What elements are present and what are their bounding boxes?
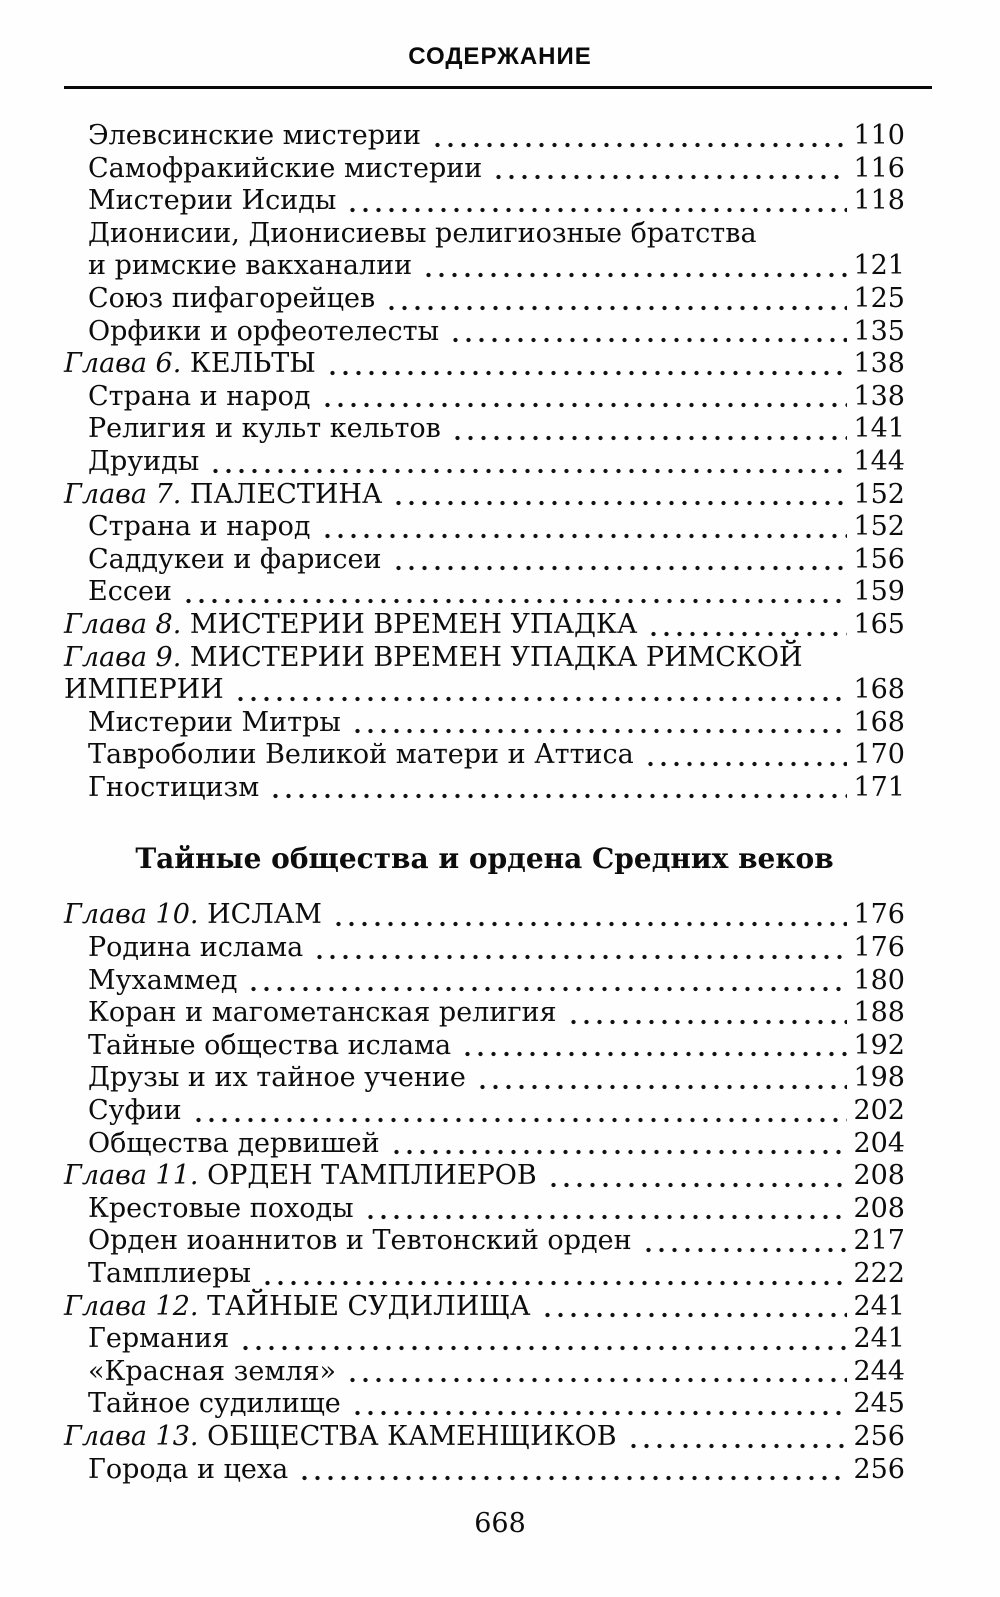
- chapter-prefix: Глава 11.: [64, 1160, 199, 1192]
- toc-entry-title: Глава 12. ТАЙНЫЕ СУДИЛИЩА: [64, 1290, 531, 1322]
- toc-entry-page-number: 222: [853, 1258, 905, 1289]
- toc-entry-page-number: 168: [853, 706, 905, 738]
- dot-leader: [321, 402, 848, 408]
- toc-entry: [64, 348, 905, 381]
- dot-leader: [247, 986, 847, 992]
- toc-entry-title: Крестовые походы: [88, 1192, 354, 1224]
- toc-entry-page-number: 125: [853, 282, 905, 314]
- toc-entry: [64, 446, 905, 479]
- toc-entry: [64, 1095, 905, 1128]
- toc-entry-page-number: 204: [853, 1127, 905, 1159]
- toc-entry-title: Глава 8. МИСТЕРИИ ВРЕМЕН УПАДКА: [64, 608, 638, 640]
- dot-leader: [567, 1019, 848, 1025]
- toc-entry-title: Города и цеха: [88, 1453, 289, 1485]
- dot-leader: [547, 1182, 848, 1188]
- toc-entry: [64, 120, 905, 153]
- toc-entry-page-number: 245: [853, 1388, 905, 1420]
- toc-entry-page-number: 170: [853, 739, 905, 771]
- dot-leader: [541, 1312, 848, 1318]
- dot-leader: [182, 598, 848, 604]
- toc-entry-page-number: 121: [853, 250, 905, 282]
- toc-entry-title: «Красная земля»: [88, 1355, 337, 1387]
- toc-entry-page-number: 176: [853, 932, 905, 964]
- toc-entry-title: Глава 9. МИСТЕРИИ ВРЕМЕН УПАДКА РИМСКОЙ: [64, 641, 803, 673]
- toc-entry: [64, 1454, 905, 1487]
- toc-entry-page-number: 188: [853, 997, 905, 1029]
- toc-entry: [64, 283, 905, 316]
- dot-leader: [647, 631, 847, 637]
- toc-entry: [64, 642, 905, 675]
- toc-entry: [64, 250, 905, 283]
- toc-entry: [64, 413, 905, 446]
- dot-leader: [385, 305, 847, 311]
- chapter-prefix: Глава 8.: [64, 608, 182, 640]
- toc-entry: [64, 1062, 905, 1095]
- divider-rule: [64, 86, 932, 89]
- toc-entry-title: Орден иоаннитов и Тевтонский орден: [88, 1225, 632, 1257]
- toc-entry-page-number: 165: [853, 608, 905, 640]
- toc-entry: [64, 1128, 905, 1161]
- toc-entry-title: Страна и народ: [88, 380, 311, 412]
- chapter-prefix: Глава 9.: [64, 641, 182, 673]
- toc-entry-page-number: 256: [853, 1420, 905, 1452]
- toc-entry-title: Тайное судилище: [88, 1388, 341, 1420]
- toc-entry: [64, 707, 905, 740]
- dot-leader: [332, 921, 848, 927]
- toc-entry-page-number: 152: [853, 478, 905, 510]
- toc-entry-title: Дионисии, Дионисиевы религиозные братства: [88, 217, 757, 249]
- toc-entry: [64, 932, 905, 965]
- toc-entry-page-number: 116: [853, 152, 905, 184]
- toc-entry-title: Мистерии Митры: [88, 706, 341, 738]
- toc-entry-title: Германия: [88, 1323, 230, 1355]
- toc-entry-title: Тайные общества ислама: [88, 1029, 452, 1061]
- footer-page-number: 668: [474, 1508, 526, 1540]
- toc-entry-page-number: 192: [853, 1029, 905, 1061]
- dot-leader: [326, 370, 848, 376]
- toc-entry-page-number: 208: [853, 1160, 905, 1192]
- toc-entry: [64, 739, 905, 772]
- toc-entry-page-number: 241: [853, 1290, 905, 1322]
- toc-entry-page-number: 159: [853, 576, 905, 608]
- toc-entry-title: Глава 11. ОРДЕН ТАМПЛИЕРОВ: [64, 1160, 537, 1192]
- toc-entry: [64, 609, 905, 642]
- toc-entry: [64, 965, 905, 998]
- dot-leader: [209, 468, 847, 474]
- toc-entry-page-number: 110: [853, 120, 905, 151]
- dot-leader: [461, 1051, 847, 1057]
- chapter-prefix: Глава 10.: [64, 899, 199, 931]
- toc-entry: [64, 899, 905, 932]
- toc-entry-page-number: 256: [853, 1453, 905, 1485]
- toc-entry-title: Друиды: [88, 445, 200, 477]
- dot-leader: [346, 1377, 847, 1383]
- toc-entry-title: Глава 10. ИСЛАМ: [64, 899, 322, 931]
- toc-entry-title: Гностицизм: [88, 771, 260, 803]
- dot-leader: [476, 1084, 848, 1090]
- dot-leader: [192, 1117, 848, 1123]
- toc-entry-title: Родина ислама: [88, 932, 304, 964]
- toc-entry-title: Тавроболии Великой матери и Аттиса: [88, 739, 634, 771]
- toc-entry-page-number: 171: [853, 771, 905, 803]
- dot-leader: [234, 696, 848, 702]
- toc-entry-page-number: 217: [853, 1225, 905, 1257]
- dot-leader: [313, 954, 847, 960]
- toc-entry: [64, 772, 905, 805]
- toc-entry: [64, 1291, 905, 1324]
- toc-entry-title: ИМПЕРИИ: [64, 674, 224, 706]
- toc-entry: [64, 997, 905, 1030]
- chapter-prefix: Глава 12.: [64, 1290, 199, 1322]
- dot-leader: [351, 1410, 848, 1416]
- toc-entry-title: Глава 13. ОБЩЕСТВА КАМЕНЩИКОВ: [64, 1420, 617, 1452]
- toc-entry: [64, 1193, 905, 1226]
- toc-entry-title: Глава 6. КЕЛЬТЫ: [64, 348, 316, 380]
- dot-leader: [346, 207, 847, 213]
- toc-entry-page-number: 156: [853, 543, 905, 575]
- toc-entry: [64, 1258, 905, 1291]
- toc-entry-page-number: 180: [853, 964, 905, 996]
- toc-entry-title: Ессеи: [88, 576, 172, 608]
- dot-leader: [390, 1149, 848, 1155]
- toc-entry-title: Самофракийские мистерии: [88, 152, 483, 184]
- toc-entry-page-number: 141: [853, 413, 905, 445]
- toc-entry-page-number: 118: [853, 185, 905, 217]
- dot-leader: [261, 1280, 847, 1286]
- toc-entry: [64, 674, 905, 707]
- dot-leader: [269, 793, 847, 799]
- toc-entry-title: Саддукеи и фарисеи: [88, 543, 382, 575]
- toc-entry: [64, 576, 905, 609]
- toc-entry-title: Орфики и орфеотелесты: [88, 315, 440, 347]
- toc-entry-title: Страна и народ: [88, 511, 311, 543]
- toc-entry: [64, 1323, 905, 1356]
- toc-entry-title: Религия и культ кельтов: [88, 413, 441, 445]
- toc-entry-page-number: 244: [853, 1355, 905, 1387]
- chapter-prefix: Глава 6.: [64, 348, 182, 380]
- page-title: СОДЕРЖАНИЕ: [408, 43, 592, 70]
- toc-entry-page-number: 138: [853, 348, 905, 380]
- toc-entry-page-number: 176: [853, 899, 905, 931]
- toc-entry-page-number: 138: [853, 380, 905, 412]
- toc-entry: [64, 544, 905, 577]
- dot-leader: [449, 337, 847, 343]
- toc-entry-page-number: 202: [853, 1095, 905, 1127]
- toc-entry: [64, 1160, 905, 1193]
- toc-entry: [64, 1388, 905, 1421]
- toc-entry: [64, 218, 905, 251]
- toc-entry-page-number: 208: [853, 1192, 905, 1224]
- toc-entry: [64, 185, 905, 218]
- chapter-prefix: Глава 13.: [64, 1420, 199, 1452]
- toc-entry-page-number: 198: [853, 1062, 905, 1094]
- dot-leader: [298, 1475, 847, 1481]
- toc-entry: [64, 153, 905, 186]
- toc-entry-title: Мухаммед: [88, 964, 238, 996]
- dot-leader: [492, 174, 847, 180]
- dot-leader: [351, 728, 848, 734]
- toc-entry-title: Мистерии Исиды: [88, 185, 337, 217]
- dot-leader: [642, 1247, 848, 1253]
- dot-leader: [644, 761, 848, 767]
- dot-leader: [321, 533, 848, 539]
- toc-entry: [64, 511, 905, 544]
- toc-entry-page-number: 144: [853, 445, 905, 477]
- dot-leader: [422, 272, 847, 278]
- dot-leader: [392, 500, 847, 506]
- section-heading: Тайные общества и ордена Средних веков: [135, 842, 834, 876]
- toc-entry-title: Тамплиеры: [88, 1258, 252, 1289]
- toc-entry-title: Друзы и их тайное учение: [88, 1062, 466, 1094]
- toc-entry-title: Союз пифагорейцев: [88, 282, 376, 314]
- toc-entry: [64, 479, 905, 512]
- toc-entry: [64, 1421, 905, 1454]
- dot-leader: [364, 1214, 848, 1220]
- toc-entry-title: Общества дервишей: [88, 1127, 380, 1159]
- toc-entry-title: Суфии: [88, 1095, 182, 1127]
- toc-entry: [64, 381, 905, 414]
- toc-entry-title: Коран и магометанская религия: [88, 997, 557, 1029]
- toc-entry-page-number: 152: [853, 511, 905, 543]
- dot-leader: [627, 1443, 848, 1449]
- dot-leader: [239, 1345, 847, 1351]
- toc-entry-title: Глава 7. ПАЛЕСТИНА: [64, 478, 383, 510]
- toc-entry-title: и римские вакханалии: [88, 250, 413, 282]
- toc-entry: [64, 316, 905, 349]
- toc-entry-page-number: 241: [853, 1323, 905, 1355]
- dot-leader: [451, 435, 848, 441]
- toc-entry-title: Элевсинские мистерии: [88, 120, 421, 151]
- toc-list: [0, 120, 1000, 1486]
- toc-entry-page-number: 168: [853, 674, 905, 706]
- dot-leader: [431, 142, 847, 148]
- toc-entry-page-number: 135: [853, 315, 905, 347]
- dot-leader: [392, 565, 848, 571]
- toc-entry: [64, 1356, 905, 1389]
- toc-entry: [64, 1225, 905, 1258]
- toc-entry: [64, 1030, 905, 1063]
- chapter-prefix: Глава 7.: [64, 478, 182, 510]
